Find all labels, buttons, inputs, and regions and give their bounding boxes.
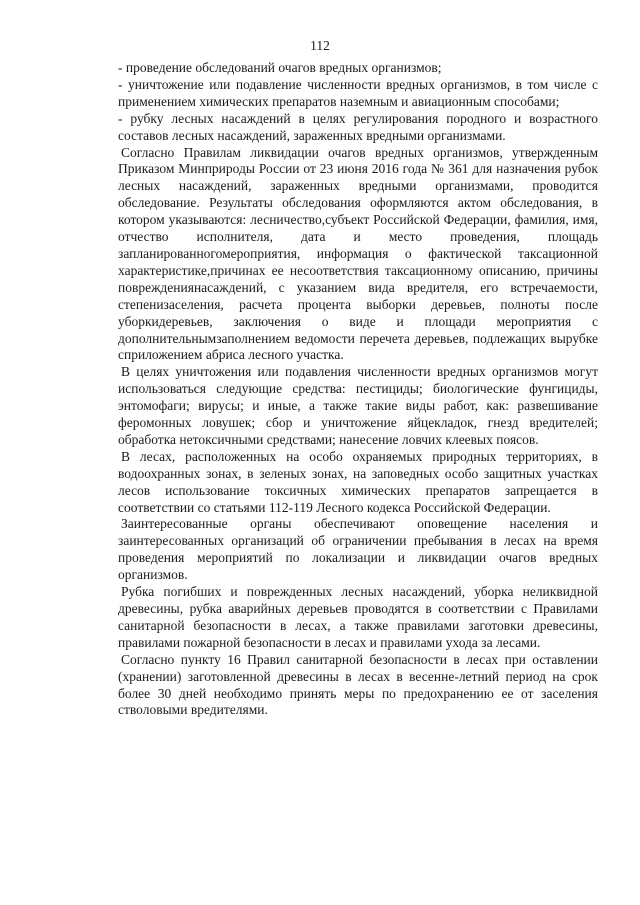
body-text [118, 60, 598, 719]
paragraph-protected-forests: В лесах, расположенных на особо охраняемых природных территориях, в водоохранных зонах, в зеленых зонах, на заповедных особо защитных участках лесов использование токсичных химических препаратов запрещается в соответствии со статьями 112-119 Лесного кодекса Российской Федерации. [118, 448, 598, 515]
paragraph-wood-storage: Согласно пункту 16 Правил санитарной безопасности в лесах при оставлении (хранении) заготовленной древесины в лесах в весенне-летний период на срок более 30 дней необходимо принять меры по предохранению ее от заселения стволовыми вредителями. [118, 651, 598, 718]
paragraph-notification: Заинтересованные органы обеспечивают оповещение населения и заинтересованных организаций об ограничении пребывания в лесах на время проведения мероприятий по локализации и ликвидации очагов вредных организмов. [118, 516, 598, 583]
paragraph-survey-item: - проведение обследований очагов вредных организмов; [118, 60, 442, 75]
paragraph-destruction-item: - уничтожение или подавление численности вредных организмов, в том числе с применением химических препаратов наземным и авиационным способами; [118, 76, 598, 109]
paragraph-control-means: В целях уничтожения или подавления численности вредных организмов могут использоваться следующие средства: пестициды; биологические фунгициды, энтомофаги; вирусы; и иные, а также такие виды работ, как: развешивание феромонных ловушек; сбор и уничтожение яйцекладок, гнезд вредителей; обработка нетоксичными средствами; нанесение ловчих клеевых поясов. [118, 364, 598, 447]
paragraph-rules-survey: Согласно Правилам ликвидации очагов вредных организмов, утвержденным Приказом Минприроды России от 23 июня 2016 года № 361 для назначения рубок лесных насаждений, зараженных вредными организмами, проводится обследование. Результаты обследования оформляются актом обследования, в котором указываются: лесничество,субъект Российской Федерации, фамилия, имя, отчество исполнителя, дата и место проведения, площадь запланированногомероприятия, информация о фактической таксационной характеристике,причинах ее несоответствия таксационному описанию, причины повреждениянасаждений, с указанием вида вредителя, его встречаемости, степенизаселения, расчета процента выборки деревьев, полноты после уборкидеревьев, заключения о виде и площади мероприятия с дополнительнымзаполнением ведомости перечета деревьев, подлежащих вырубке сприложением абриса лесного участка. [118, 144, 598, 363]
paragraph-felling-item: - рубку лесных насаждений в целях регулирования породного и возрастного составов лесных насаждений, зараженных вредными организмами. [118, 110, 598, 143]
page-number: 112 [310, 38, 330, 53]
paragraph-felling-rules: Рубка погибших и поврежденных лесных насаждений, уборка неликвидной древесины, рубка аварийных деревьев проводятся в соответствии с Правилами санитарной безопасности в лесах, а также правилами заготовки древесины, правилами пожарной безопасности в лесах и правилами ухода за лесами. [118, 584, 598, 650]
